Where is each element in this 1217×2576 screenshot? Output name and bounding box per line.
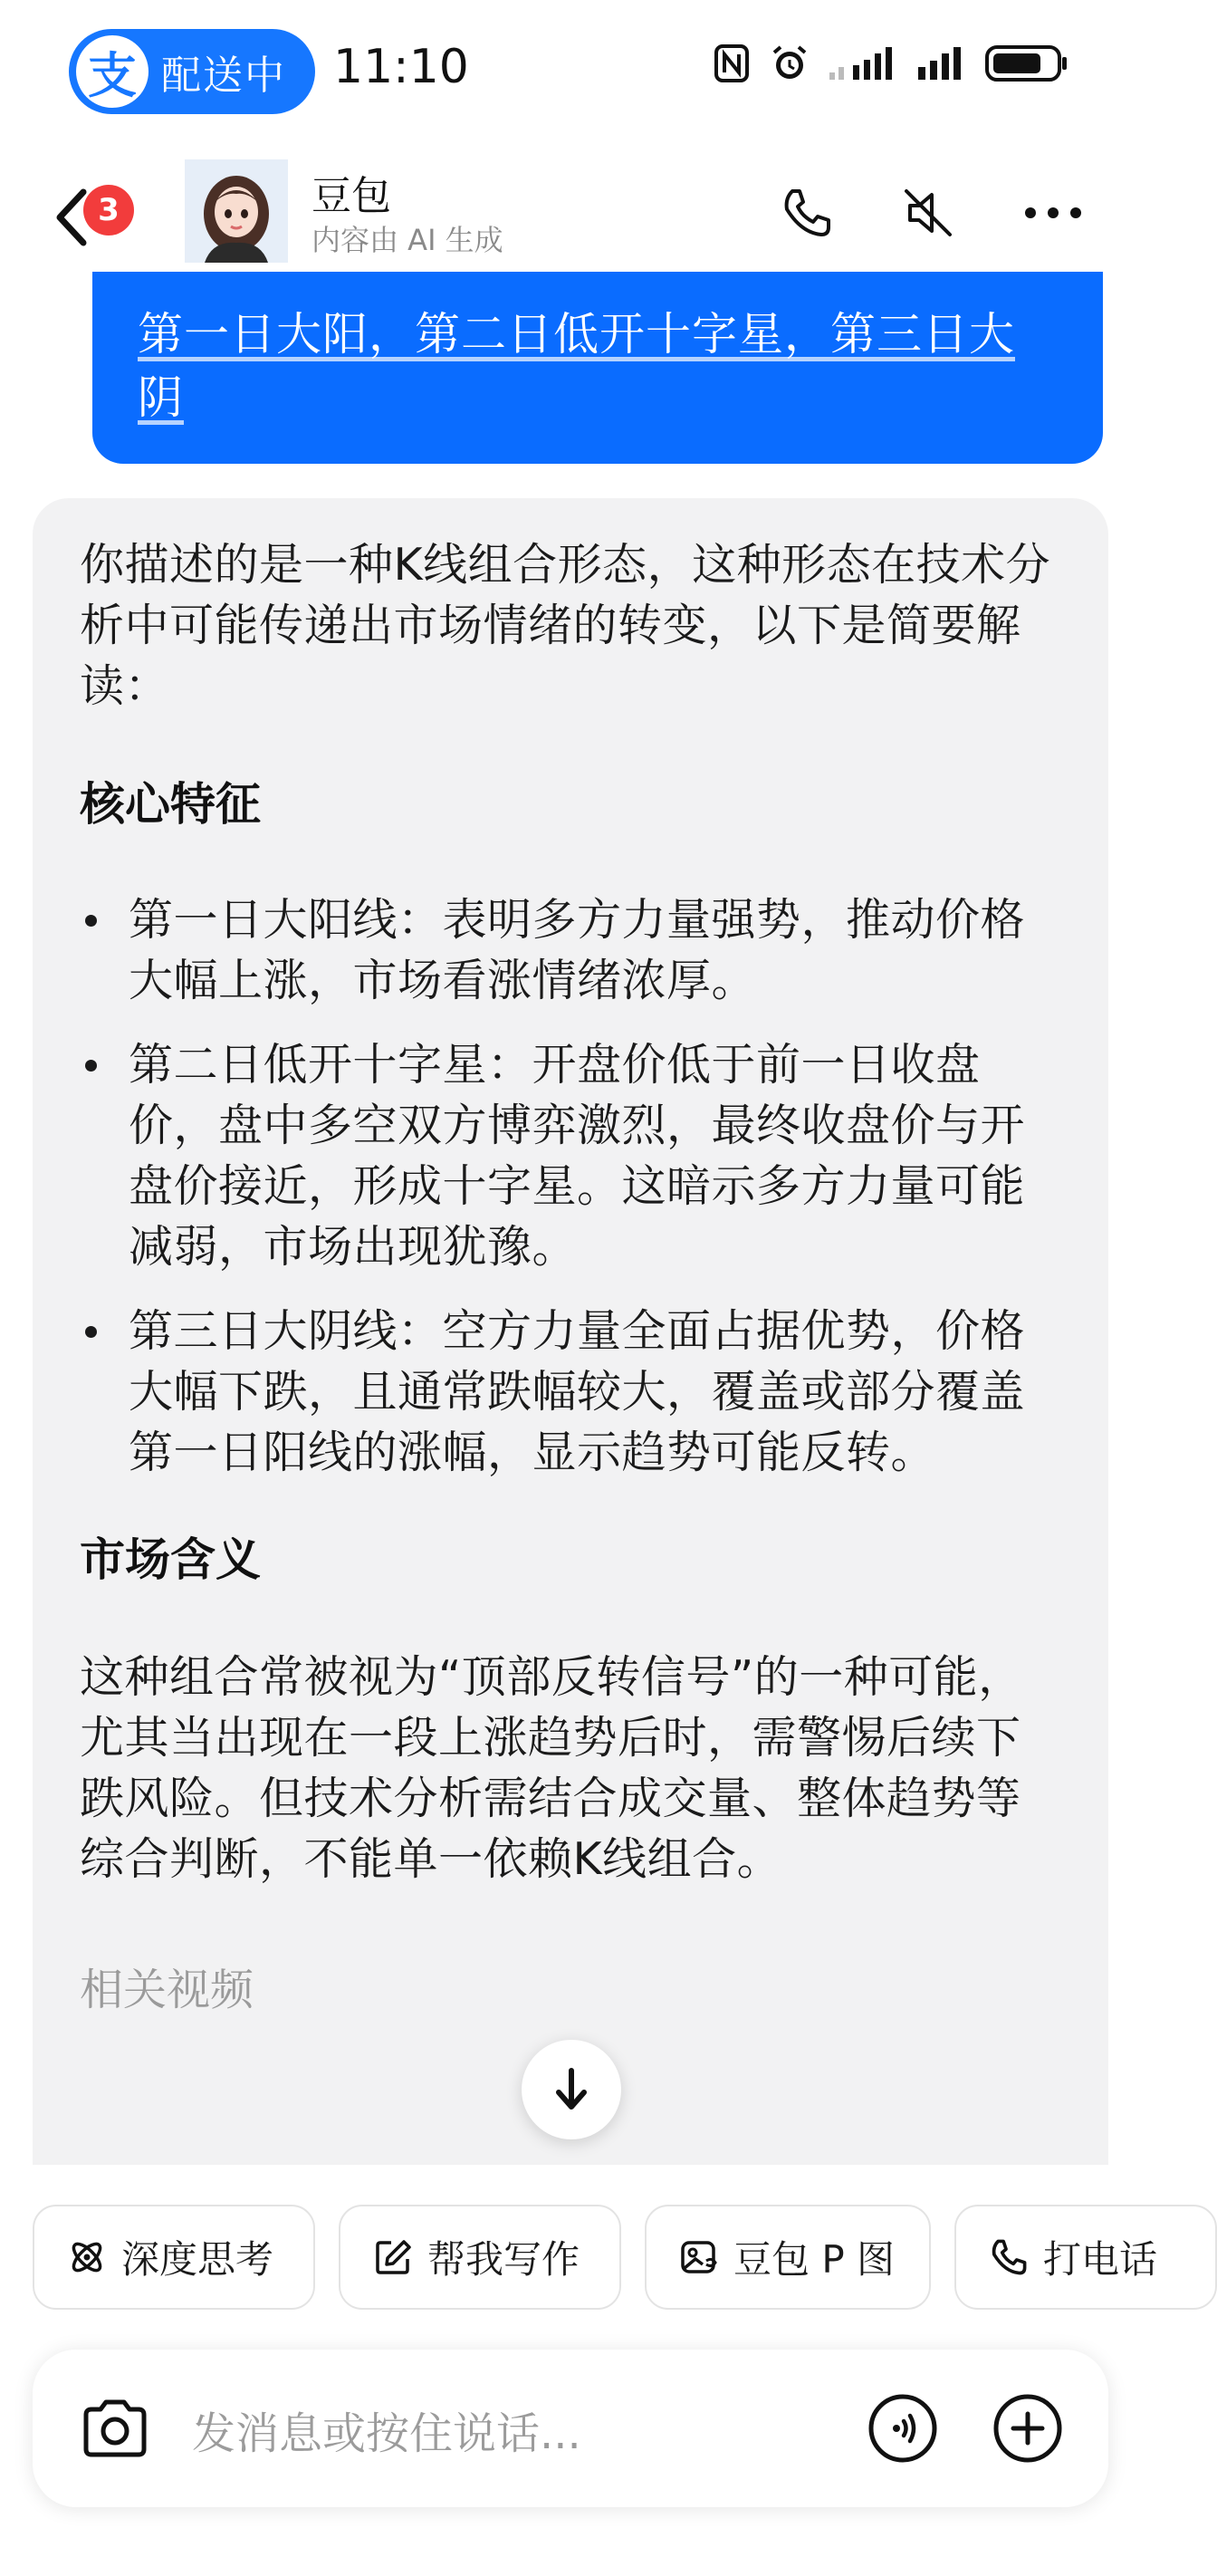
scroll-to-bottom-button[interactable] <box>522 2040 621 2139</box>
feature-list <box>80 889 1059 1483</box>
system-icons <box>714 43 1068 83</box>
chip-label: 帮我写作 <box>427 2237 580 2282</box>
related-videos-label[interactable]: 相关视频 <box>80 1965 254 2015</box>
chip-label: 打电话 <box>1043 2237 1158 2282</box>
battery-icon <box>985 43 1068 83</box>
make-call-chip[interactable] <box>954 2205 1217 2310</box>
alarm-icon <box>770 43 810 83</box>
user-message-bubble[interactable] <box>92 272 1103 464</box>
speaker-muted-icon <box>901 186 955 240</box>
alipay-delivery-pill[interactable] <box>69 29 315 114</box>
list-item: 第一日大阳线：表明多方力量强势，推动价格大幅上涨，市场看涨情绪浓厚。 <box>80 889 1059 1011</box>
quick-action-bar <box>33 2205 1158 2313</box>
chip-label: 深度思考 <box>121 2237 274 2282</box>
deep-thinking-chip[interactable] <box>33 2205 315 2310</box>
voice-wave-icon <box>867 2392 939 2465</box>
atom-icon <box>67 2237 107 2277</box>
bot-intro-text: 你描述的是一种K线组合形态，这种形态在技术分析中可能传递出市场情绪的转变，以下是简要解读： <box>80 539 1051 712</box>
alipay-logo-icon: 支 <box>76 35 149 108</box>
message-input-bar <box>33 2350 1108 2507</box>
doubao-p-image-chip[interactable] <box>645 2205 931 2310</box>
list-item: 第三日大阴线：空方力量全面占据优势，价格大幅下跌，且通常跌幅较大，覆盖或部分覆盖第一日阳线的涨幅，显示趋势可能反转。 <box>80 1301 1059 1483</box>
signal-icon-sim2 <box>918 45 965 82</box>
bot-name: 豆包 <box>311 173 391 219</box>
call-button[interactable] <box>775 181 838 245</box>
voice-call-button[interactable] <box>860 2386 945 2471</box>
ai-generated-notice: 内容由 AI 生成 <box>311 223 503 257</box>
camera-button[interactable] <box>72 2386 158 2471</box>
section-heading-core-features: 核心特征 <box>80 778 261 831</box>
bot-conclusion-text: 这种组合常被视为“顶部反转信号”的一种可能，尤其当出现在一段上涨趋势后时，需警惕后续下跌风险。但技术分析需结合成交量、整体趋势等综合判断，不能单一依赖K线组合。 <box>80 1651 1023 1885</box>
message-input[interactable]: 发消息或按住说话... <box>192 2408 581 2459</box>
status-bar <box>0 0 1141 145</box>
unread-badge: 3 <box>83 185 134 235</box>
add-attachment-button[interactable] <box>985 2386 1070 2471</box>
status-time: 11:10 <box>333 40 469 94</box>
user-message-text: 第一日大阳，第二日低开十字星，第三日大阴 <box>138 308 1015 424</box>
plus-circle-icon <box>992 2392 1064 2465</box>
section-heading-market-meaning: 市场含义 <box>80 1533 261 1586</box>
image-edit-icon <box>679 2237 719 2277</box>
nfc-icon <box>714 43 750 83</box>
chip-label: 豆包 P 图 <box>733 2237 896 2282</box>
avatar[interactable] <box>185 159 288 263</box>
camera-icon <box>81 2398 149 2458</box>
chat-header <box>0 145 1141 281</box>
more-dots-icon <box>1023 204 1083 222</box>
signal-icon-sim1 <box>829 45 898 82</box>
bot-message-bubble <box>33 498 1108 2165</box>
avatar-illustration-icon <box>185 159 288 263</box>
edit-icon <box>373 2237 413 2277</box>
help-me-write-chip[interactable] <box>339 2205 621 2310</box>
phone-icon <box>989 2237 1029 2277</box>
phone-icon <box>780 186 834 240</box>
more-button[interactable] <box>1021 181 1085 245</box>
arrow-down-icon <box>551 2067 591 2112</box>
mute-button[interactable] <box>896 181 960 245</box>
delivery-status-text: 配送中 <box>161 53 286 99</box>
list-item: 第二日低开十字星：开盘价低于前一日收盘价，盘中多空双方博弈激烈，最终收盘价与开盘价接近，形成十字星。这暗示多方力量可能减弱，市场出现犹豫。 <box>80 1034 1059 1277</box>
